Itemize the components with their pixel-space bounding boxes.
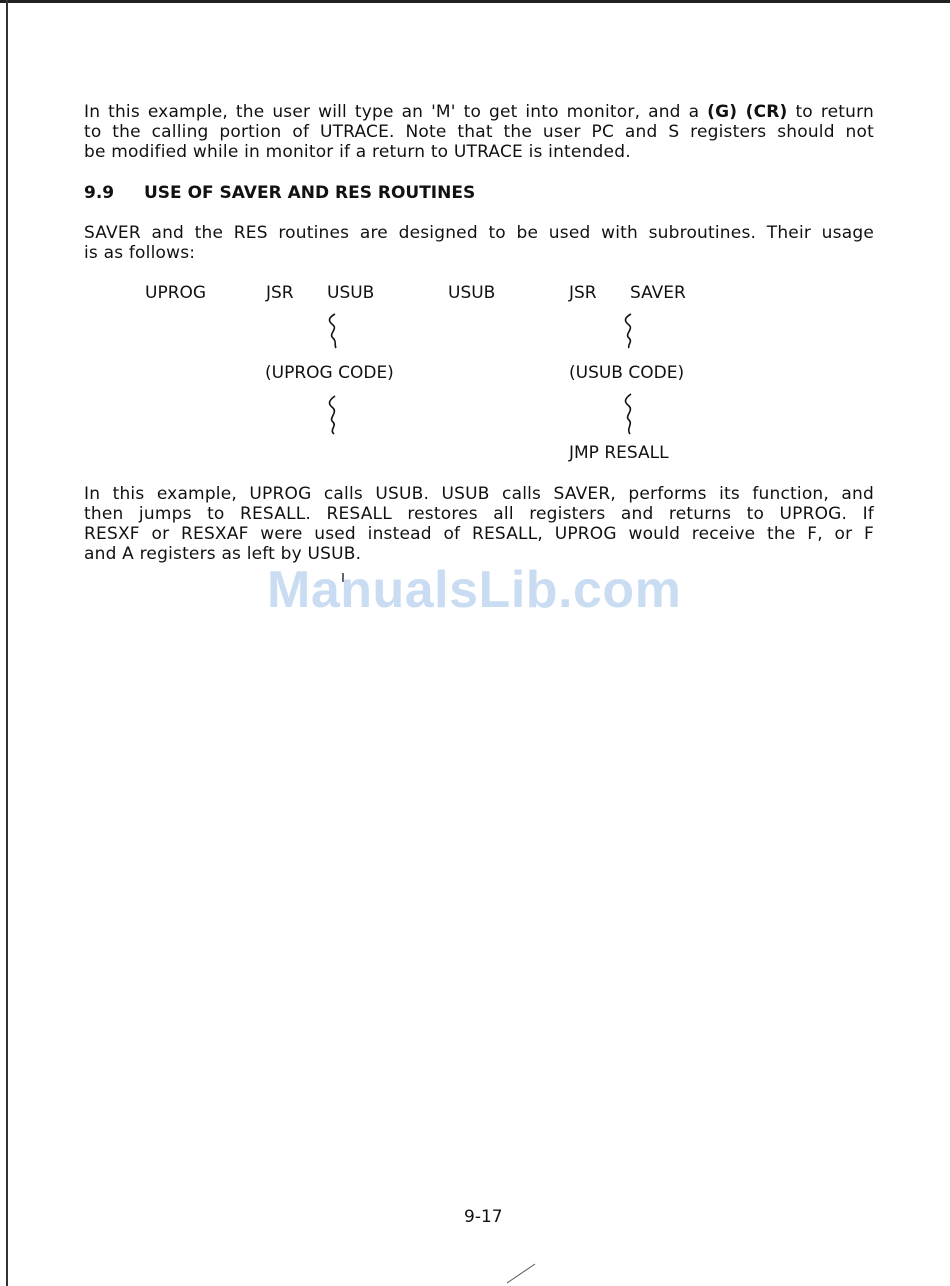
scan-top-edge [0,0,950,3]
intro-line-2: to the calling portion of UTRACE. Note that the user PC and S registers should not [84,122,874,142]
key-g-cr: (G) (CR) [707,102,788,122]
section-number: 9.9 [84,183,115,203]
pen-mark [505,1262,537,1284]
page-number: 9-17 [464,1207,503,1227]
example-line-1: In this example, UPROG calls USUB. USUB calls SAVER, performs its function, and [84,484,874,504]
example-line-3: RESXF or RESXAF were used instead of RESALL, UPROG would receive the F, or F [84,524,874,544]
code-usub-operand: USUB [327,283,375,303]
code-jsr-1: JSR [266,283,294,303]
code-usub-label: USUB [448,283,496,303]
ellipsis-squiggle-1 [324,312,342,350]
usage-line-1: SAVER and the RES routines are designed to be used with subroutines. Their usage [84,223,874,243]
example-line-4: and A registers as left by USUB. [84,544,362,564]
ellipsis-squiggle-3 [324,394,342,436]
intro-line-3: be modified while in monitor if a return to UTRACE is intended. [84,142,631,162]
code-uprog-code: (UPROG CODE) [265,363,394,383]
intro-paragraph [84,102,874,162]
example-paragraph [84,484,874,564]
code-jmp-resall: JMP RESALL [569,443,669,463]
code-uprog-label: UPROG [145,283,207,303]
code-usub-code: (USUB CODE) [569,363,685,383]
section-title: USE OF SAVER AND RES ROUTINES [144,183,476,203]
code-jsr-2: JSR [569,283,597,303]
watermark: ManualsLib.com [267,561,682,619]
scan-left-edge [6,0,8,1286]
code-saver-operand: SAVER [630,283,686,303]
intro-line-1: In this example, the user will type an 'M' to get into monitor, and a (G) (CR) to return [84,102,874,122]
ellipsis-squiggle-2 [620,312,638,350]
usage-line-2: is as follows: [84,243,196,263]
section-heading [84,183,475,203]
ellipsis-squiggle-4 [620,392,638,436]
example-line-2: then jumps to RESALL. RESALL restores all registers and returns to UPROG. If [84,504,874,524]
usage-paragraph [84,223,874,263]
